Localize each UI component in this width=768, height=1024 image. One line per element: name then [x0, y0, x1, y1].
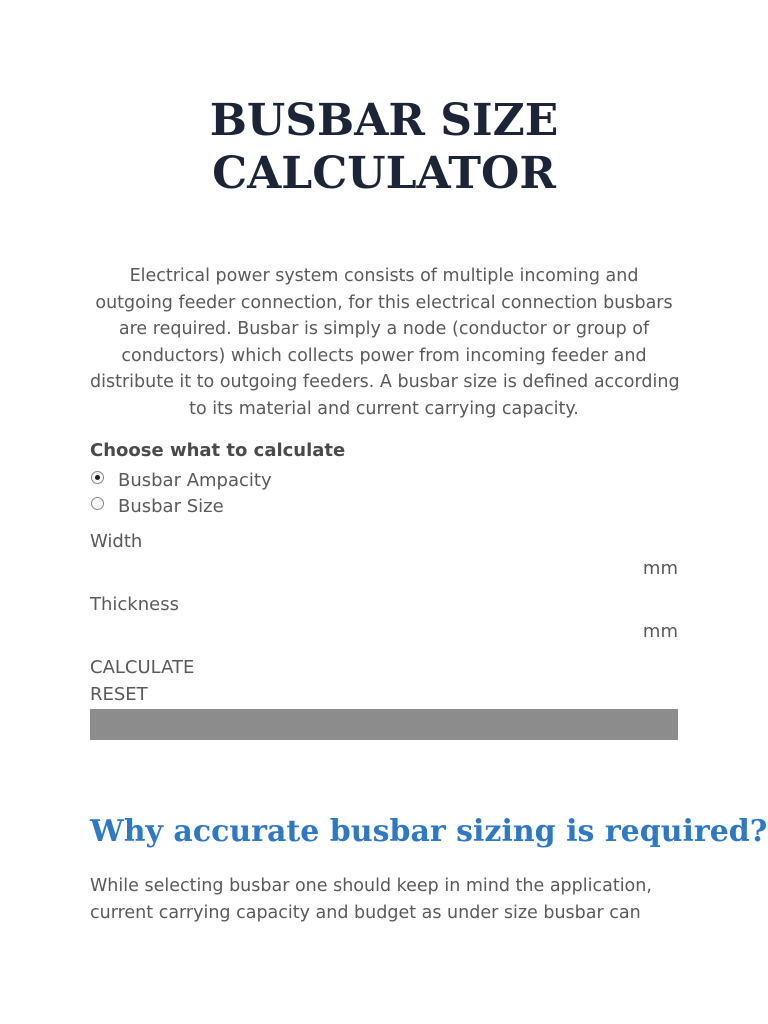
choose-calculation-label: Choose what to calculate: [90, 440, 346, 461]
section-line: While selecting busbar one should keep in mind the application,: [90, 876, 652, 896]
page-title-line-2: CALCULATOR: [212, 148, 556, 199]
intro-line: Electrical power system consists of multiple incoming and: [129, 266, 639, 286]
thickness-input[interactable]: [90, 620, 630, 644]
intro-line: distribute it to outgoing feeders. A busbar size is defined according: [90, 372, 680, 392]
intro-line: outgoing feeder connection, for this electrical connection busbars: [95, 292, 673, 313]
thickness-label: Thickness: [90, 594, 179, 615]
intro-paragraph: [90, 263, 678, 422]
page-title-line-1: BUSBAR SIZE: [209, 95, 559, 146]
radio-label-busbar-ampacity[interactable]: Busbar Ampacity: [118, 469, 272, 491]
reset-button[interactable]: RESET: [90, 684, 148, 705]
radio-label-busbar-size[interactable]: Busbar Size: [118, 495, 224, 517]
width-input[interactable]: [90, 557, 630, 581]
calculate-button[interactable]: CALCULATE: [90, 657, 195, 678]
radio-button-busbar-size[interactable]: [91, 497, 104, 510]
radio-button-busbar-ampacity[interactable]: [91, 471, 104, 484]
width-label: Width: [90, 531, 143, 552]
section-heading: Why accurate busbar sizing is required?: [90, 814, 768, 849]
page-title: [90, 94, 678, 200]
radio-option-busbar-ampacity[interactable]: [90, 468, 272, 492]
radio-option-busbar-size[interactable]: [90, 494, 224, 518]
result-bar: [90, 709, 678, 740]
intro-line: conductors) which collects power from incoming feeder and: [121, 345, 647, 366]
width-unit: mm: [642, 558, 678, 579]
intro-line: to its material and current carrying capacity.: [189, 398, 579, 419]
thickness-unit: mm: [642, 621, 678, 642]
section-line: current carrying capacity and budget as under size busbar can: [90, 903, 641, 923]
intro-line: are required. Busbar is simply a node (conductor or group of: [118, 319, 650, 339]
section-paragraph: [90, 873, 678, 927]
